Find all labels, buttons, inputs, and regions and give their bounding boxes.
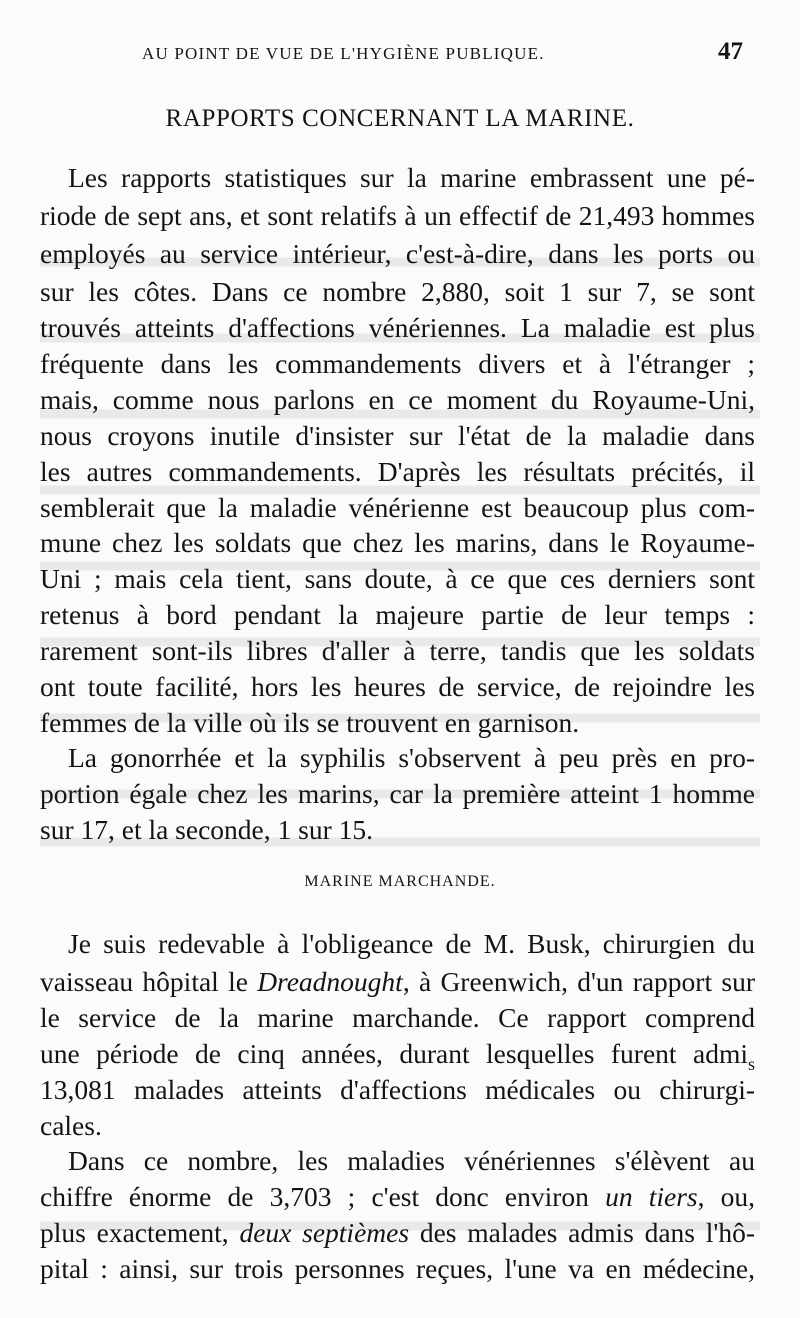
text-run: vaisseau hôpital le: [40, 966, 258, 997]
text-line: femmes de la ville où ils se trouvent en garnison.: [40, 707, 580, 738]
text-line: employés au service intérieur, c'est-à-dire, dans les ports ou: [40, 238, 755, 269]
text-run: plus exactement,: [40, 1217, 240, 1248]
text-line: Je suis redevable à l'obligeance de M. Busk, chirurgien du: [68, 928, 755, 959]
text-line: pital : ainsi, sur trois personnes reçues, l'une va en médecine,: [40, 1253, 755, 1284]
text-line: [40, 962, 755, 1002]
text-line: sur 17, et la seconde, 1 sur 15.: [40, 814, 373, 845]
text-line: fréquente dans les commandements divers et à l'étranger ;: [40, 348, 755, 379]
text-line: Dans ce nombre, les maladies vénériennes s'élèvent au: [68, 1145, 755, 1176]
text-run: des malades admis dans l'hô-: [409, 1217, 755, 1248]
page-number: 47: [718, 38, 743, 65]
text-line: retenus à bord pendant la majeure partie de leur temps :: [40, 599, 755, 630]
emphasis: un tiers: [605, 1181, 698, 1212]
text-line: riode de sept ans, et sont relatifs à un effectif de 21,493 hommes: [40, 200, 755, 231]
text-line: portion égale chez les marins, car la première atteint 1 homme: [40, 778, 755, 809]
text-line: mune chez les soldats que chez les marins, dans le Royaume-: [40, 527, 755, 558]
text-line: cales.: [40, 1110, 102, 1141]
subsection-title: MARINE MARCHANDE.: [304, 873, 496, 890]
text-line: [40, 1213, 755, 1253]
text-line: 13,081 malades atteints d'affections médicales ou chirurgi-: [40, 1074, 755, 1105]
section-title: RAPPORTS CONCERNANT LA MARINE.: [165, 105, 635, 132]
text-run: , ou,: [697, 1181, 756, 1212]
text-line: semblerait que la maladie vénérienne est beaucoup plus com-: [40, 492, 755, 523]
text-run: une période de cinq années, durant lesquelles furent admi: [40, 1038, 748, 1069]
text-line: La gonorrhée et la syphilis s'observent à peu près en pro-: [68, 742, 755, 773]
text-line: trouvés atteints d'affections vénériennes. La maladie est plus: [40, 312, 755, 343]
text-line: [40, 1177, 755, 1217]
ship-name: Dreadnought: [257, 966, 403, 997]
text-line: sur les côtes. Dans ce nombre 2,880, soit 1 sur 7, se sont: [40, 276, 755, 307]
text-line: les autres commandements. D'après les résultats précités, il: [40, 456, 755, 487]
text-line: rarement sont-ils libres d'aller à terre, tandis que les soldats: [40, 635, 755, 666]
text-line: nous croyons inutile d'insister sur l'état de la maladie dans: [40, 420, 755, 451]
text-line: Les rapports statistiques sur la marine embrassent une pé-: [68, 162, 755, 193]
running-head: AU POINT DE VUE DE L'HYGIÈNE PUBLIQUE.: [142, 44, 545, 63]
text-line: Uni ; mais cela tient, sans doute, à ce que ces derniers sont: [40, 563, 755, 594]
text-line: le service de la marine marchande. Ce rapport comprend: [40, 1002, 755, 1033]
text-run: , à Greenwich, d'un rapport sur: [402, 966, 755, 997]
misaligned-letter: s: [747, 1054, 755, 1074]
text-run: chiffre énorme de 3,703 ; c'est donc environ: [40, 1181, 606, 1212]
text-line: [40, 1034, 755, 1074]
text-line: ont toute facilité, hors les heures de service, de rejoindre les: [40, 671, 755, 702]
emphasis: deux septièmes: [239, 1217, 410, 1248]
text-line: mais, comme nous parlons en ce moment du Royaume-Uni,: [40, 384, 755, 415]
